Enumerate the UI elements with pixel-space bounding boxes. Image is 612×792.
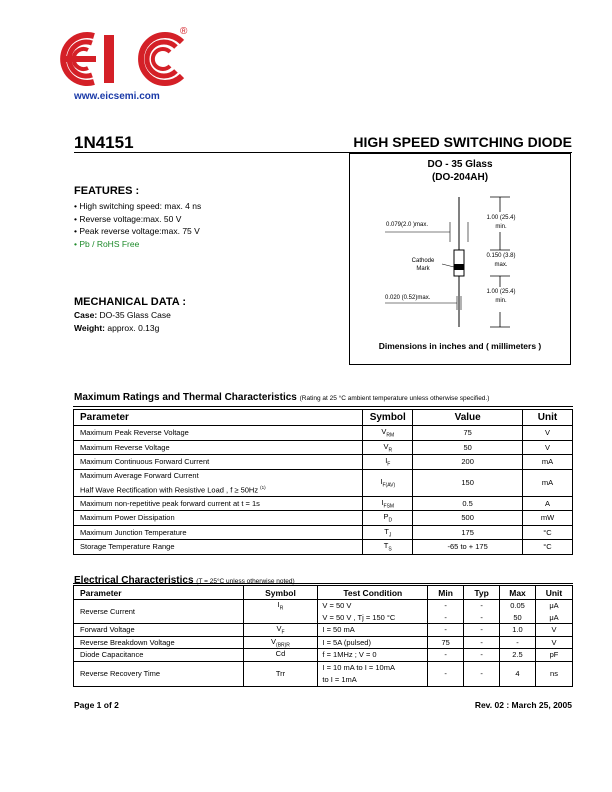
dim-lead-top: 1.00 (25.4) min. xyxy=(486,215,516,230)
table-row: Maximum Average Forward Current Half Wave Rectification with Resistive Load , f ≥ 50Hz $^{(1)}$ $I_{F(AV)}$ 150 mA xyxy=(74,469,573,496)
cathode-mark-label: Cathode Mark xyxy=(411,258,435,272)
mechanical-heading: MECHANICAL DATA : xyxy=(74,296,187,308)
eic-logo xyxy=(52,28,192,90)
col-parameter: Parameter xyxy=(74,410,363,426)
case-label: Case: xyxy=(74,310,98,320)
ratings-rule xyxy=(73,406,573,407)
table-header-row: Parameter Symbol Test Condition Min Typ Max Unit xyxy=(74,586,573,600)
table-row: Forward Voltage $V_F$ I = 50 mA - - 1.0 V xyxy=(74,624,573,637)
revision-date: Rev. 02 : March 25, 2005 xyxy=(474,700,572,710)
dim-lead-diameter: 0.020 (0.52)max. xyxy=(385,295,431,301)
feature-item-rohs: • Pb / RoHS Free xyxy=(74,238,140,249)
table-header-row xyxy=(74,410,573,426)
table-row: Reverse Recovery Time Trr I = 10 mA to I = 10mA to I = 1mA - - 4 ns xyxy=(74,661,573,686)
dimension-caption: Dimensions in inches and ( millimeters ) xyxy=(378,341,542,351)
col-symbol: Symbol xyxy=(363,410,413,426)
features-list xyxy=(74,200,201,250)
table-row: V = 50 V , Tj = 150 °C - - 50 μA xyxy=(74,612,573,624)
part-number: 1N4151 xyxy=(74,133,134,152)
features-heading: FEATURES : xyxy=(74,185,140,197)
website-url[interactable]: www.eicsemi.com xyxy=(74,91,160,102)
table-row: Maximum Junction Temperature $T_J$ 175 °C xyxy=(74,525,573,540)
table-row: Reverse Current $I_R$ V = 50 V - - 0.05 μA xyxy=(74,600,573,612)
table-row: Maximum Peak Reverse Voltage $V_{RM}$ 75 V xyxy=(74,426,573,441)
electrical-heading: Electrical Characteristics (T = 25°C unless otherwise noted) xyxy=(74,575,295,586)
feature-item: • High switching speed: max. 4 ns xyxy=(74,201,202,211)
case-value: DO-35 Glass Case xyxy=(97,310,171,320)
col-value: Value xyxy=(413,410,523,426)
feature-item: • Reverse voltage:max. 50 V xyxy=(74,213,182,224)
ratings-heading: Maximum Ratings and Thermal Characteristics (Rating at 25 °C ambient temperature unless otherwise specified.) xyxy=(74,392,490,403)
feature-item: • Peak reverse voltage:max. 75 V xyxy=(74,226,200,236)
page-title: HIGH SPEED SWITCHING DIODE xyxy=(353,134,572,150)
package-title xyxy=(349,158,571,184)
table-row: Storage Temperature Range $T_S$ -65 to + 175 °C xyxy=(74,540,573,555)
col-unit: Unit xyxy=(523,410,573,426)
electrical-rule xyxy=(73,583,573,584)
page-number: Page 1 of 2 xyxy=(74,700,119,710)
package-jedec: (DO-204AH) xyxy=(431,172,489,183)
dim-lead-bottom: 1.00 (25.4) min. xyxy=(486,289,516,304)
ratings-note: (Rating at 25 °C ambient temperature unless otherwise specified.) xyxy=(299,395,490,402)
table-row: Diode Capacitance Cd f = 1MHz ; V = 0 - - 2.5 pF xyxy=(74,649,573,662)
dim-body-diameter: 0.079(2.0 )max. xyxy=(386,222,429,228)
electrical-note: (T = 25°C unless otherwise noted) xyxy=(196,578,295,585)
weight-label: Weight: xyxy=(74,322,106,333)
table-row: Maximum Reverse Voltage $V_R$ 50 V xyxy=(74,440,573,455)
electrical-table xyxy=(73,585,573,687)
table-row: Maximum non-repetitive peak forward current at t = 1s $I_{FSM}$ 0.5 A xyxy=(74,496,573,511)
ratings-table xyxy=(73,409,573,555)
dim-body-length: 0.150 (3.8) max. xyxy=(486,253,516,268)
package-name: DO - 35 Glass xyxy=(427,159,493,170)
diode-body xyxy=(454,250,464,276)
weight-value: approx. 0.13g xyxy=(105,322,160,333)
table-row: Maximum Power Dissipation $P_D$ 500 mW xyxy=(74,511,573,526)
cathode-band xyxy=(454,264,464,270)
table-row: Reverse Breakdown Voltage $V_{(BR)R}$ I = 5A (pulsed) 75 - - V xyxy=(74,636,573,649)
table-row: Maximum Continuous Forward Current $I_F$ 200 mA xyxy=(74,455,573,470)
registered-mark: ® xyxy=(180,26,188,37)
mechanical-data xyxy=(74,309,171,334)
